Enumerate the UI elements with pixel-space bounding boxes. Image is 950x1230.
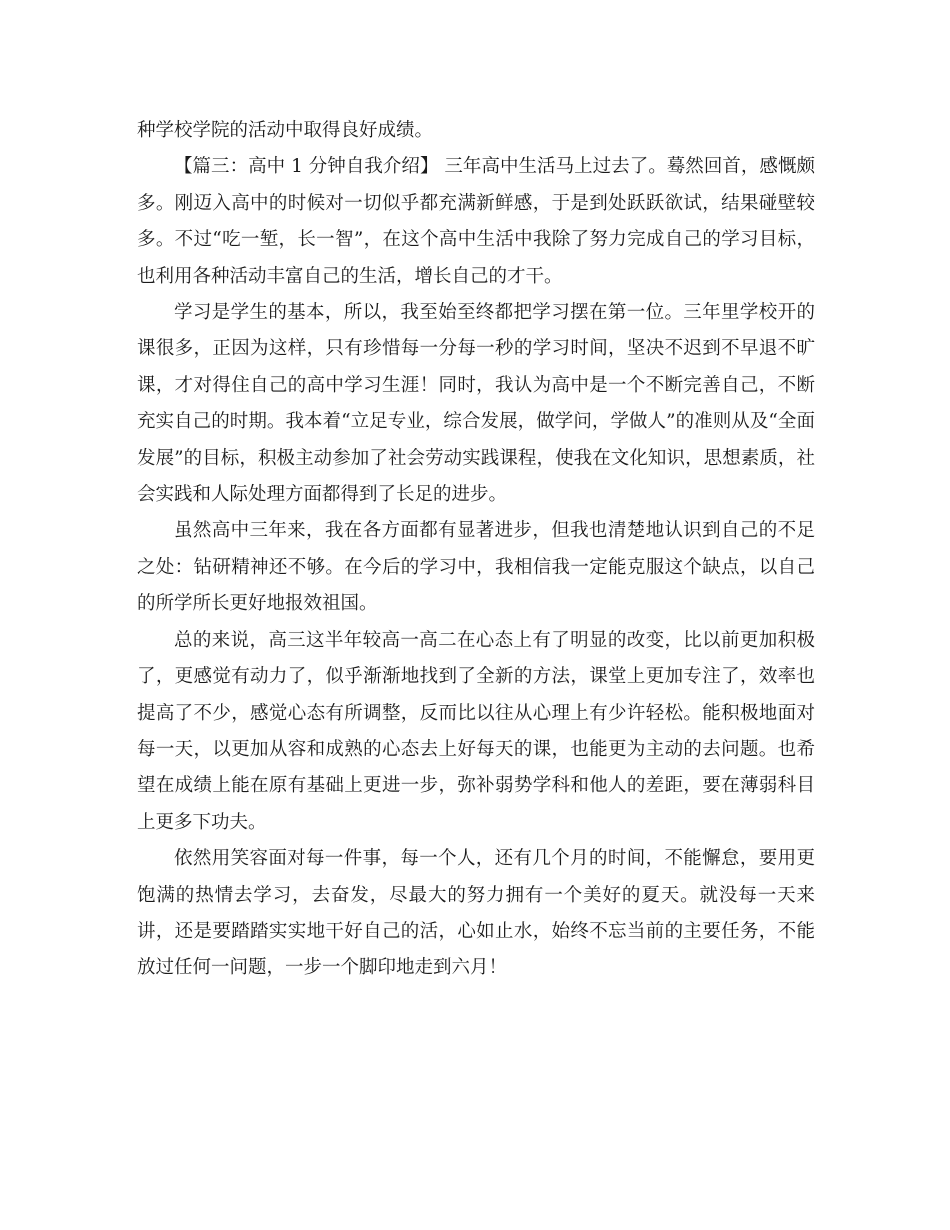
document-body bbox=[137, 113, 815, 987]
paragraph-section-three-intro bbox=[137, 149, 815, 295]
paragraph-text: 三年高中生活马上过去了。蓦然回首，感慨颇多。刚迈入高中的时候对一切似乎都充满新鲜感，于是到处跃跃欲试，结果碰壁较多。不过“吃一堑，长一智”，在这个高中生活中我除了努力完成自己的学习目标，也利用各种活动丰富自己的生活，增长自己的才干。 bbox=[137, 156, 815, 287]
paragraph-study: 学习是学生的基本，所以，我至始至终都把学习摆在第一位。三年里学校开的课很多，正因为这样，只有珍惜每一分每一秒的学习时间，坚决不迟到不早退不旷课，才对得住自己的高中学习生涯！同时，我认为高中是一个不断完善自己，不断充实自己的时期。我本着“立足专业，综合发展，做学问，学做人”的准则从及“全面发展”的目标，积极主动参加了社会劳动实践课程，使我在文化知识，思想素质，社会实践和人际处理方面都得到了长足的进步。 bbox=[137, 302, 815, 506]
paragraph-shortcomings: 虽然高中三年来，我在各方面都有显著进步，但我也清楚地认识到自己的不足之处：钻研精神还不够。在今后的学习中，我相信我一定能克服这个缺点，以自己的所学所长更好地报效祖国。 bbox=[137, 520, 815, 615]
paragraph-senior-year: 总的来说，高三这半年较高一高二在心态上有了明显的改变，比以前更加积极了，更感觉有动力了，似乎渐渐地找到了全新的方法，课堂上更加专注了，效率也提高了不少，感觉心态有所调整，反而比以往从心理上有少许轻松。能积极地面对每一天，以更加从容和成熟的心态去上好每天的课，也能更为主动的去问题。也希望在成绩上能在原有基础上更进一步，弥补弱势学科和他人的差距，要在薄弱科目上更多下功夫。 bbox=[137, 629, 815, 833]
section-heading: 【篇三：高中 1 分钟自我介绍】 bbox=[174, 156, 439, 178]
paragraph-continuation: 种学校学院的活动中取得良好成绩。 bbox=[137, 120, 434, 141]
paragraph-closing: 依然用笑容面对每一件事，每一个人，还有几个月的时间，不能懈怠，要用更饱满的热情去学习，去奋发，尽最大的努力拥有一个美好的夏天。就没每一天来讲，还是要踏踏实实地干好自己的活，心如止水，始终不忘当前的主要任务，不能放过任何一问题，一步一个脚印地走到六月！ bbox=[137, 848, 815, 979]
